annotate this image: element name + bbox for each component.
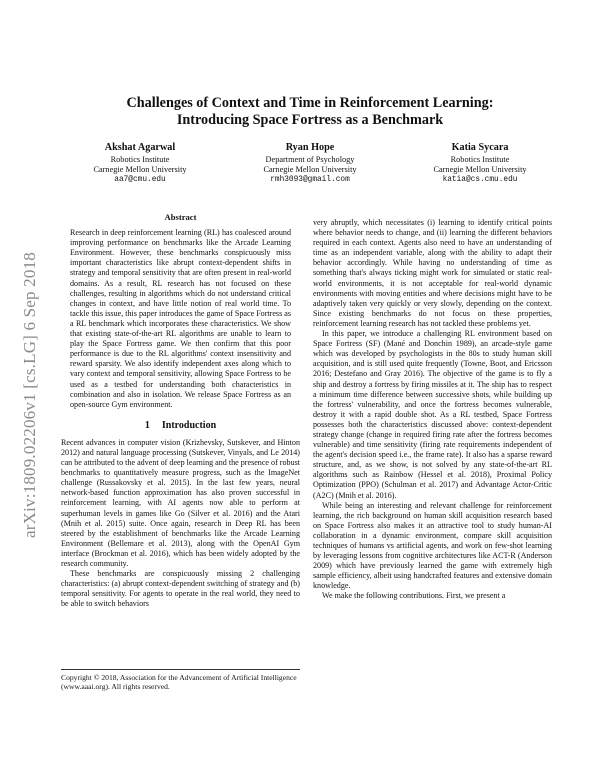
copyright-footnote: Copyright © 2018, Association for the Advancement of Artificial Intelligence (www.aaai.org). All rights reserved.: [61, 669, 300, 692]
right-paragraph-3: While being an interesting and relevant challenge for reinforcement learning, the rich background on human skill acquisition research based on Space Fortress also makes it an attractive tool to study human-AI collaboration in a dynamic environment, compare skill acquisition techniques of humans vs artificial agents, and work on few-shot learning by leveraging lessons from cognitive architectures like ACT-R (Anderson 2009) which have previously learned the game with extremely high sample efficiency, albeit using handcrafted features and extensive domain knowledge.: [313, 500, 552, 591]
intro-paragraph-1: Recent advances in computer vision (Krizhevsky, Sutskever, and Hinton 2012) and natural language processing (Sutskever, Vinyals, and Le 2014) can be attributed to the advent of deep learning and the presence of robust benchmarks to quantitatively measure progress, such as the ImageNet challenge (Russakovsky et al. 2015). In the last few years, neural network-based function approximation has also proven successful in reinforcement learning, with AI agents now able to perform at superhuman levels in games like Go (Silver et al. 2016) and the Atari (Mnih et al. 2015) suite. Once again, research in Deep RL has been steered by the establishment of benchmarks like the Arcade Learning Environment (Bellemare et al. 2013), along with the OpenAI Gym interface (Brockman et al. 2016), which has been widely adopted by the research community.: [61, 437, 300, 568]
right-column: [313, 218, 552, 602]
arxiv-sidebar-stamp: [18, 215, 42, 575]
author-2: [230, 142, 390, 185]
author-institution: Carnegie Mellon University: [93, 165, 187, 174]
author-block: [60, 142, 560, 185]
section-heading-introduction: [61, 421, 300, 431]
title-line-2: Introducing Space Fortress as a Benchmark: [176, 112, 444, 128]
author-email: rmh3093@gmail.com: [270, 176, 350, 184]
left-column: [61, 212, 300, 609]
author-email: katia@cs.cmu.edu: [442, 176, 518, 184]
author-affiliation: Robotics Institute: [110, 155, 170, 164]
right-paragraph-2: In this paper, we introduce a challenging RL environment based on Space Fortress (SF) (Mané and Donchin 1989), an arcade-style game which was developed by psychologists in the 80s to study human skill acquisition, and is still used quite frequently (Towne, Boot, and Ericsson 2016; Destefano and Gray 2016). The objective of the game is to fly a ship and destroy a fortress by firing missiles at it. The ship has to respect a minimum time difference between successive shots, while building up the fortress' vulnerability, and once the fortress becomes vulnerable, destroy it with a rapid double shot. As a RL testbed, Space Fortress possesses both the characteristics discussed above: context-dependent strategy change (change in required firing rate after the fortress becomes vulnerable) and time sensitivity (firing rate requirements independent of the agent's decision speed i.e., the frame rate). It also has a sparse reward structure, and, as we show, is not solved by any state-of-the-art RL algorithms such as Rainbow (Hessel et al. 2018), Proximal Policy Optimization (PPO) (Schulman et al. 2017) and Advantage Actor-Critic (A2C) (Mnih et al. 2016).: [313, 329, 552, 500]
section-number: 1: [144, 419, 150, 431]
author-1: [60, 142, 220, 185]
abstract-text: Research in deep reinforcement learning (RL) has coalesced around improving performance on benchmarks like the Arcade Learning Environment. However, these benchmarks conspicuously miss important characteristics like abrupt context-dependent shifts in strategy and temporal sensitivity that are often present in real-world domains. As a result, RL research has not focused on these challenges, resulting in algorithms which do not understand critical changes in context, and have little notion of real world time. To tackle this issue, this paper introduces the game of Space Fortress as a RL benchmark which incorporates these characteristics. We show that existing state-of-the-art RL algorithms are unable to learn to play the Space Fortress game. We then confirm that this poor performance is due to the RL algorithms' context insensitivity and reward sparsity. We also identify independent axes along which to vary context and temporal sensitivity, allowing Space Fortress to be used as a testbed for understanding both characteristics in combination and also in isolation. We release Space Fortress as an open-source Gym environment.: [70, 228, 291, 409]
author-institution: Carnegie Mellon University: [263, 165, 357, 174]
right-paragraph-1: very abruptly, which necessitates (i) learning to identify critical points where behavior needs to change, and (ii) learning the different behaviors required in each context. Agents also need to have an understanding of time as an independent variable, along with the ability to adapt their behavior accordingly. While having no understanding of time as something that's always ticking might work for simulated or static real-world environments, it is not acceptable for real-world dynamic environments with moving entities and where decisions might have to be adaptively taken very quickly or very slowly, depending on the context. Since existing benchmarks do not focus on these properties, reinforcement learning research has not tackled these problems yet.: [313, 218, 552, 328]
author-institution: Carnegie Mellon University: [433, 165, 527, 174]
abstract-heading: Abstract: [164, 212, 197, 222]
author-affiliation: Robotics Institute: [450, 155, 510, 164]
author-3: [400, 142, 560, 185]
author-name: Katia Sycara: [451, 142, 509, 153]
arxiv-identifier: arXiv:1809.02206v1 [cs.LG] 6 Sep 2018: [20, 252, 39, 538]
intro-paragraph-2: These benchmarks are conspicuously missing 2 challenging characteristics: (a) abrupt context-dependent switching of strategy and (b) temporal sensitivity. For agents to operate in the real world, they need to be able to switch behaviors: [61, 569, 300, 609]
author-affiliation: Department of Psychology: [265, 155, 355, 164]
author-name: Ryan Hope: [285, 142, 335, 153]
paper-title: [60, 95, 560, 129]
section-title: Introduction: [161, 419, 217, 431]
right-paragraph-4: We make the following contributions. First, we present a: [322, 591, 506, 601]
title-line-1: Challenges of Context and Time in Reinforcement Learning:: [126, 95, 494, 111]
author-name: Akshat Agarwal: [104, 142, 176, 153]
author-email: aa7@cmu.edu: [114, 176, 166, 184]
